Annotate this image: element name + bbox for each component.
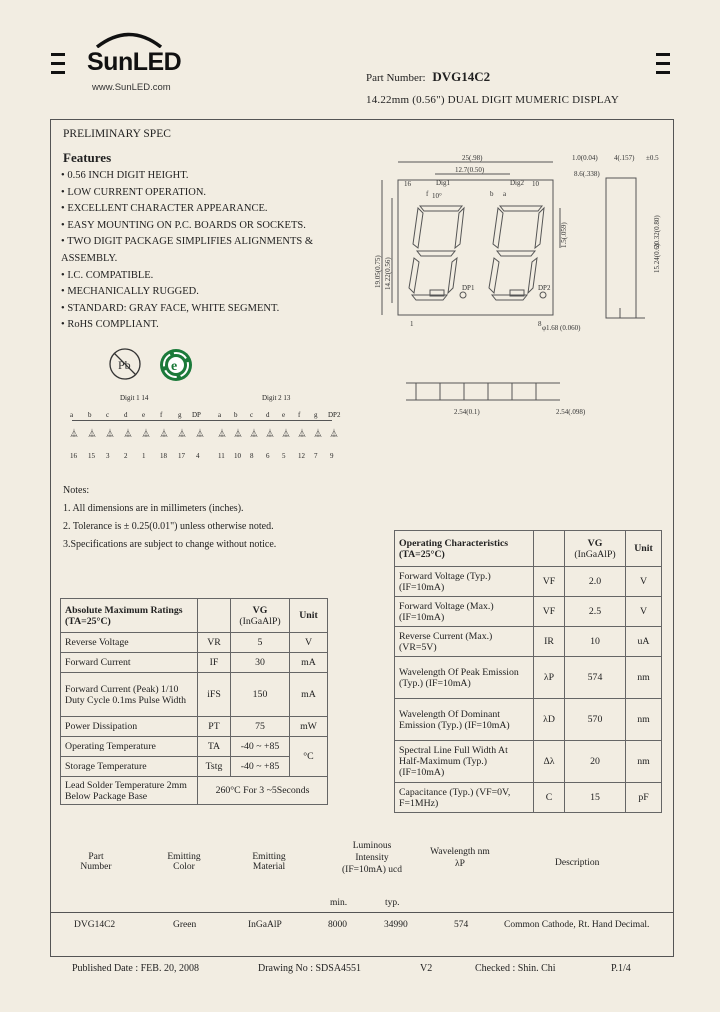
digit1-label: Digit 1 14 bbox=[120, 394, 149, 402]
part-number-value: DVG14C2 bbox=[432, 69, 491, 84]
pin-label: 1 bbox=[142, 452, 146, 460]
seg-a-label: a bbox=[503, 190, 507, 198]
diode-icon: ⏅ bbox=[88, 429, 96, 438]
dim-digit-height: 14.22(0.56) bbox=[384, 257, 392, 290]
row-typ: 34990 bbox=[384, 920, 408, 930]
table-row: Forward Current (Peak) 1/10 Duty Cycle 0.1ms Pulse Width iFS 150 mA bbox=[61, 673, 328, 717]
feature-item: • EASY MOUNTING ON P.C. BOARDS OR SOCKETS. bbox=[61, 219, 306, 231]
table-row: Forward Voltage (Typ.) (IF=10mA) VF 2.0 V bbox=[395, 567, 662, 597]
diode-icon: ⏅ bbox=[266, 429, 274, 438]
feature-item: • 0.56 INCH DIGIT HEIGHT. bbox=[61, 170, 189, 181]
published-date: Published Date : FEB. 20, 2008 bbox=[72, 963, 199, 974]
h-part: Part Number bbox=[80, 852, 112, 872]
abs-max-table bbox=[60, 598, 328, 805]
dim-side-thickness: 1.0(0.04) bbox=[572, 154, 598, 162]
seg-label: d bbox=[124, 411, 128, 419]
op-char-table bbox=[394, 530, 662, 813]
part-row-line bbox=[50, 912, 673, 913]
version: V2 bbox=[420, 963, 433, 974]
h-luminous: Luminous Intensity (IF=10mA) ucd bbox=[342, 841, 402, 875]
h-color: Emitting Color bbox=[167, 852, 201, 872]
diode-icon: ⏅ bbox=[218, 429, 226, 438]
diode-row-1 bbox=[70, 411, 210, 460]
checked-by: Checked : Shin. Chi bbox=[475, 963, 556, 974]
seg-f-label: f bbox=[426, 190, 429, 198]
feature-item: • I.C. COMPATIBLE. bbox=[61, 269, 154, 281]
table-row: Storage Temperature Tstg -40 ~ +85 bbox=[61, 757, 328, 777]
pin-label: 17 bbox=[178, 452, 185, 460]
pin-16-label: 16 bbox=[404, 180, 411, 188]
dim-pitch-bottom2: 2.54(.098) bbox=[556, 408, 586, 416]
h-material: Emitting Material bbox=[252, 852, 286, 872]
drawing-number: Drawing No : SDSA4551 bbox=[258, 963, 362, 974]
op-char-col-unit: Unit bbox=[626, 531, 662, 567]
h-wavelength: Wavelength nm λP bbox=[430, 847, 490, 869]
seg-label: d bbox=[266, 411, 270, 419]
table-row: Operating Temperature TA -40 ~ +85 °C bbox=[61, 737, 328, 757]
pin-label: 5 bbox=[282, 452, 286, 460]
side-view-outline bbox=[606, 178, 636, 318]
dim-pin-dia: φ1.68 (0.060) bbox=[542, 324, 581, 332]
seg-b-label: b bbox=[490, 190, 494, 198]
table-row: Capacitance (Typ.) (VF=0V, F=1MHz) C 15 pF bbox=[395, 783, 662, 813]
dp2-label: DP2 bbox=[538, 284, 551, 292]
pb-label: Pb bbox=[118, 358, 131, 372]
corner-mark bbox=[51, 62, 65, 65]
diode-icon: ⏅ bbox=[250, 429, 258, 438]
row-wave: 574 bbox=[454, 920, 469, 930]
rohs-icon bbox=[158, 347, 194, 383]
pb-free-icon bbox=[108, 347, 142, 381]
dim-pin-length: 20.32(0.80) bbox=[653, 215, 661, 248]
pin-label: 8 bbox=[250, 452, 254, 460]
pin-label: 15 bbox=[88, 452, 95, 460]
pin-8-label: 8 bbox=[538, 320, 542, 328]
pin-label: 6 bbox=[266, 452, 270, 460]
abs-max-title-cell: Absolute Maximum Ratings (TA=25°C) bbox=[61, 599, 198, 633]
pin-label: 7 bbox=[314, 452, 318, 460]
diode-icon: ⏅ bbox=[196, 429, 204, 438]
table-row: Spectral Line Full Width At Half-Maximum (Typ.) (IF=10mA) Δλ 20 nm bbox=[395, 741, 662, 783]
corner-mark bbox=[656, 53, 670, 56]
diode-icon: ⏅ bbox=[330, 429, 338, 438]
seg-label: g bbox=[178, 411, 182, 419]
digit-1-segments bbox=[409, 206, 466, 300]
feature-item: • LOW CURRENT OPERATION. bbox=[61, 186, 207, 198]
corner-mark bbox=[51, 53, 65, 56]
diode-row-2 bbox=[218, 411, 358, 460]
pin-label: 2 bbox=[124, 452, 128, 460]
pin-label: 16 bbox=[70, 452, 77, 460]
note-item: 3.Specifications are subject to change without notice. bbox=[63, 539, 277, 550]
dim-pin-dia2: 15.24(0.6) bbox=[653, 243, 661, 273]
feature-item: • RoHS COMPLIANT. bbox=[61, 319, 159, 331]
note-item: 1. All dimensions are in millimeters (inches). bbox=[63, 503, 244, 514]
pin-label: 9 bbox=[330, 452, 334, 460]
seg-label: e bbox=[142, 411, 146, 419]
part-table bbox=[50, 840, 673, 940]
dp1-label: DP1 bbox=[462, 284, 475, 292]
pin-label: 18 bbox=[160, 452, 167, 460]
bottom-pin-view bbox=[406, 383, 560, 400]
feature-item: • TWO DIGIT PACKAGE SIMPLIFIES ALIGNMENTS & bbox=[61, 236, 314, 248]
corner-mark bbox=[656, 62, 670, 65]
sun-logo-icon bbox=[92, 28, 166, 48]
part-number-label: Part Number: bbox=[366, 72, 426, 84]
row-color: Green bbox=[173, 920, 197, 930]
pin-10-label: 10 bbox=[532, 180, 539, 188]
pin-label: 3 bbox=[106, 452, 110, 460]
dig2-label: Dig2 bbox=[510, 179, 524, 187]
note-item: 2. Tolerance is ± 0.25(0.01") unless otherwise noted. bbox=[63, 521, 274, 532]
diode-icon: ⏅ bbox=[298, 429, 306, 438]
row-min: 8000 bbox=[328, 920, 347, 930]
pin-label: 12 bbox=[298, 452, 305, 460]
feature-item: ASSEMBLY. bbox=[61, 252, 118, 264]
dim-side-depth: 8.6(.338) bbox=[574, 170, 600, 178]
h-min: min. bbox=[330, 898, 348, 908]
dig1-label: Dig1 bbox=[436, 179, 450, 187]
pin-label: 11 bbox=[218, 452, 225, 460]
table-row: Wavelength Of Peak Emission (Typ.) (IF=10mA) λP 574 nm bbox=[395, 657, 662, 699]
diode-icon: ⏅ bbox=[70, 429, 78, 438]
diode-icon: ⏅ bbox=[160, 429, 168, 438]
diode-icon: ⏅ bbox=[282, 429, 290, 438]
dim-tilt: 1.5(.059) bbox=[560, 222, 568, 248]
seg-label: b bbox=[234, 411, 238, 419]
seg-label: DP bbox=[192, 411, 201, 419]
features-list bbox=[61, 168, 331, 334]
page-number: P.1/4 bbox=[611, 963, 631, 974]
seg-label: a bbox=[70, 411, 74, 419]
dim-pitch: 12.7(0.50) bbox=[455, 166, 485, 174]
circuit-diagram bbox=[62, 392, 352, 472]
part-subtitle: 14.22mm (0.56") DUAL DIGIT MUMERIC DISPLAY bbox=[366, 94, 619, 106]
diode-icon: ⏅ bbox=[106, 429, 114, 438]
logo-text: SunLED bbox=[87, 48, 182, 76]
diode-icon: ⏅ bbox=[178, 429, 186, 438]
row-material: InGaAlP bbox=[248, 920, 282, 930]
seg-label: a bbox=[218, 411, 222, 419]
dim-width: 25(.98) bbox=[462, 154, 483, 162]
table-row: Forward Current IF 30 mA bbox=[61, 653, 328, 673]
website-url: www.SunLED.com bbox=[92, 82, 171, 93]
status-title: PRELIMINARY SPEC bbox=[63, 128, 171, 140]
pin-1-label: 1 bbox=[410, 320, 414, 328]
op-char-title-cell: Operating Characteristics (TA=25°C) bbox=[395, 531, 534, 567]
feature-item: • STANDARD: GRAY FACE, WHITE SEGMENT. bbox=[61, 302, 280, 314]
seg-label: g bbox=[314, 411, 318, 419]
dim-height-total: 19.05(0.75) bbox=[374, 255, 382, 288]
seg-label: c bbox=[106, 411, 110, 419]
notes bbox=[63, 482, 276, 554]
table-row: Lead Solder Temperature 2mm Below Package Base 260°C For 3 ~5Seconds bbox=[61, 777, 328, 805]
diode-icon: ⏅ bbox=[234, 429, 242, 438]
features-title: Features bbox=[63, 150, 112, 165]
feature-item: • MECHANICALLY RUGGED. bbox=[61, 286, 199, 298]
seg-label: b bbox=[88, 411, 92, 419]
op-char-col-vg: VG (InGaAlP) bbox=[565, 531, 626, 567]
abs-max-col-unit: Unit bbox=[290, 599, 328, 633]
dimension-drawing bbox=[370, 148, 670, 428]
seg-label: f bbox=[160, 411, 163, 419]
digit2-label: Digit 2 13 bbox=[262, 394, 291, 402]
seg-label: DP2 bbox=[328, 411, 341, 419]
seg-label: e bbox=[282, 411, 286, 419]
table-row: Forward Voltage (Max.) (IF=10mA) VF 2.5 V bbox=[395, 597, 662, 627]
diode-icon: ⏅ bbox=[314, 429, 322, 438]
angle-label: 10° bbox=[432, 192, 442, 200]
table-row: Reverse Current (Max.) (VR=5V) IR 10 uA bbox=[395, 627, 662, 657]
row-part: DVG14C2 bbox=[74, 920, 116, 930]
notes-title: Notes: bbox=[63, 485, 90, 496]
table-row: Wavelength Of Dominant Emission (Typ.) (IF=10mA) λD 570 nm bbox=[395, 699, 662, 741]
rohs-label: e bbox=[171, 359, 178, 374]
seg-label: f bbox=[298, 411, 301, 419]
feature-item: • EXCELLENT CHARACTER APPEARANCE. bbox=[61, 203, 268, 215]
diode-icon: ⏅ bbox=[142, 429, 150, 438]
table-row: Reverse Voltage VR 5 V bbox=[61, 633, 328, 653]
pin-label: 4 bbox=[196, 452, 200, 460]
part-number-line bbox=[366, 69, 490, 85]
corner-mark bbox=[656, 71, 670, 74]
table-row: Power Dissipation PT 75 mW bbox=[61, 717, 328, 737]
dim-side-tol2: ±0.5 bbox=[646, 154, 659, 162]
pin-label: 10 bbox=[234, 452, 241, 460]
h-description: Description bbox=[555, 858, 600, 868]
corner-mark bbox=[51, 71, 65, 74]
row-desc: Common Cathode, Rt. Hand Decimal. bbox=[504, 920, 650, 930]
diode-icon: ⏅ bbox=[124, 429, 132, 438]
seg-label: c bbox=[250, 411, 254, 419]
h-typ: typ. bbox=[385, 898, 400, 908]
abs-max-col-vg: VG (InGaAlP) bbox=[231, 599, 290, 633]
dim-pitch-bottom: 2.54(0.1) bbox=[454, 408, 480, 416]
dim-side-tol: 4(.157) bbox=[614, 154, 635, 162]
